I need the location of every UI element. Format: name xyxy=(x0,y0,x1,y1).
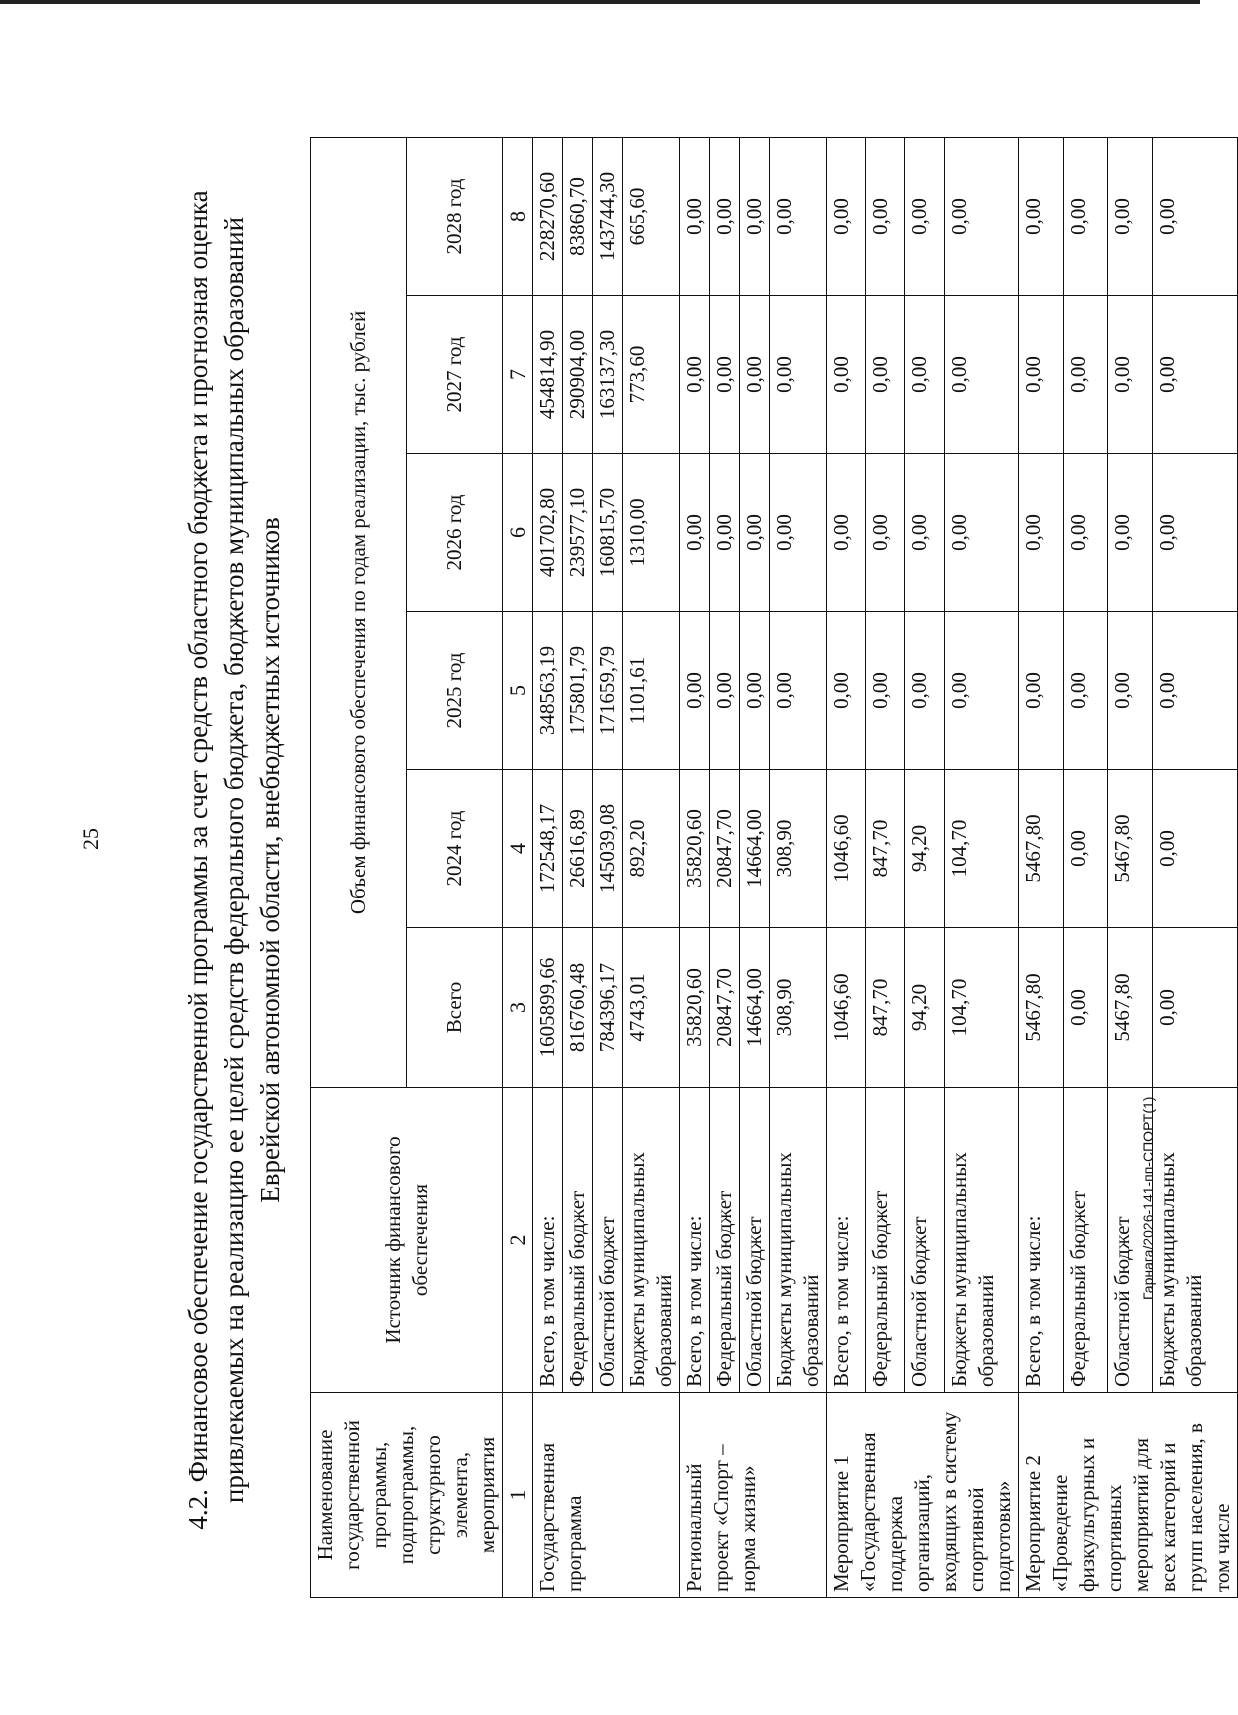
amount-cell: 0,00 xyxy=(866,137,905,295)
amount-cell: 14664,00 xyxy=(740,928,770,1088)
amount-cell: 0,00 xyxy=(1108,454,1153,612)
amount-cell: 83860,70 xyxy=(563,137,593,295)
funding-source-cell: Областной бюджет xyxy=(593,1088,623,1393)
amount-cell: 0,00 xyxy=(1063,928,1108,1088)
amount-cell: 5467,80 xyxy=(1108,770,1153,928)
amount-cell: 0,00 xyxy=(680,454,710,612)
section-title xyxy=(180,110,288,1610)
title-line-2: привлекаемых на реализацию ее целей средств федерального бюджета, бюджетов муниципальных образований xyxy=(219,216,249,1504)
amount-cell: 401702,80 xyxy=(533,454,563,612)
table-row xyxy=(944,137,1018,1597)
amount-cell: 0,00 xyxy=(1153,137,1238,295)
amount-cell: 665,60 xyxy=(623,137,680,295)
table-row xyxy=(1153,137,1238,1597)
table-row xyxy=(710,137,740,1597)
amount-cell: 94,20 xyxy=(905,928,944,1088)
amount-cell: 0,00 xyxy=(770,137,827,295)
amount-cell: 0,00 xyxy=(1108,612,1153,770)
amount-cell: 0,00 xyxy=(944,296,1018,454)
table-row xyxy=(740,137,770,1597)
amount-cell: 4743,01 xyxy=(623,928,680,1088)
amount-cell: 0,00 xyxy=(680,137,710,295)
amount-cell: 0,00 xyxy=(1063,137,1108,295)
index-cell: 1 xyxy=(503,1393,533,1598)
amount-cell: 0,00 xyxy=(827,296,866,454)
index-cell: 7 xyxy=(503,296,533,454)
table-body xyxy=(503,137,1238,1597)
amount-cell: 143744,30 xyxy=(593,137,623,295)
amount-cell: 239577,10 xyxy=(563,454,593,612)
amount-cell: 892,20 xyxy=(623,770,680,928)
amount-cell: 20847,70 xyxy=(710,770,740,928)
funding-source-cell: Федеральный бюджет xyxy=(866,1088,905,1393)
index-cell: 6 xyxy=(503,454,533,612)
amount-cell: 160815,70 xyxy=(593,454,623,612)
header-2024: 2024 год xyxy=(407,770,503,928)
funding-source-cell: Областной бюджет xyxy=(740,1088,770,1393)
amount-cell: 0,00 xyxy=(1153,928,1238,1088)
amount-cell: 0,00 xyxy=(866,612,905,770)
amount-cell: 0,00 xyxy=(680,296,710,454)
amount-cell: 847,70 xyxy=(866,770,905,928)
amount-cell: 163137,30 xyxy=(593,296,623,454)
amount-cell: 0,00 xyxy=(827,612,866,770)
amount-cell: 0,00 xyxy=(905,137,944,295)
amount-cell: 0,00 xyxy=(866,454,905,612)
financing-table xyxy=(310,137,1238,1598)
amount-cell: 308,90 xyxy=(770,770,827,928)
top-border-line xyxy=(0,0,1200,4)
amount-cell: 5467,80 xyxy=(1108,928,1153,1088)
table-row xyxy=(905,137,944,1597)
funding-source-cell: Всего, в том числе: xyxy=(827,1088,866,1393)
table-row xyxy=(680,137,710,1597)
amount-cell: 0,00 xyxy=(1108,296,1153,454)
funding-source-cell: Областной бюджет xyxy=(1108,1088,1153,1393)
amount-cell: 172548,17 xyxy=(533,770,563,928)
program-name-cell: Мероприятие 2 «Проведение физкультурных и спортивных мероприятий для всех категорий и групп населения, в том числе xyxy=(1019,1393,1238,1598)
amount-cell: 0,00 xyxy=(1108,137,1153,295)
index-cell: 5 xyxy=(503,612,533,770)
title-line-3: Еврейской автономной области, внебюджетных источников xyxy=(255,517,285,1203)
amount-cell: 0,00 xyxy=(905,612,944,770)
amount-cell: 0,00 xyxy=(1019,454,1064,612)
funding-source-cell: Бюджеты муниципальных образований xyxy=(944,1088,1018,1393)
table-row xyxy=(533,137,563,1597)
funding-source-cell: Бюджеты муниципальных образований xyxy=(770,1088,827,1393)
header-row-1 xyxy=(311,137,407,1597)
table-row xyxy=(1063,137,1108,1597)
amount-cell: 0,00 xyxy=(770,296,827,454)
funding-source-cell: Всего, в том числе: xyxy=(680,1088,710,1393)
amount-cell: 94,20 xyxy=(905,770,944,928)
amount-cell: 0,00 xyxy=(944,137,1018,295)
index-cell: 3 xyxy=(503,928,533,1088)
table-row xyxy=(770,137,827,1597)
table-row xyxy=(593,137,623,1597)
amount-cell: 0,00 xyxy=(944,612,1018,770)
program-name-cell: Мероприятие 1 «Государственная поддержка организаций, входящих в систему спортивной подготовки» xyxy=(827,1393,1019,1598)
funding-source-cell: Областной бюджет xyxy=(905,1088,944,1393)
amount-cell: 5467,80 xyxy=(1019,928,1064,1088)
amount-cell: 1046,60 xyxy=(827,928,866,1088)
amount-cell: 175801,79 xyxy=(563,612,593,770)
amount-cell: 35820,60 xyxy=(680,770,710,928)
amount-cell: 0,00 xyxy=(1153,770,1238,928)
amount-cell: 0,00 xyxy=(770,612,827,770)
amount-cell: 290904,00 xyxy=(563,296,593,454)
funding-source-cell: Федеральный бюджет xyxy=(1063,1088,1108,1393)
amount-cell: 0,00 xyxy=(905,454,944,612)
header-name: Наименование государственной программы, подпрограммы, структурного элемента, мероприятия xyxy=(311,1393,503,1598)
column-index-row xyxy=(503,137,533,1597)
amount-cell: 26616,89 xyxy=(563,770,593,928)
amount-cell: 0,00 xyxy=(1153,296,1238,454)
amount-cell: 0,00 xyxy=(710,137,740,295)
table-row xyxy=(827,137,866,1597)
amount-cell: 0,00 xyxy=(740,137,770,295)
footer-document-code: Гарнага/2026-141-пп-СПОРТ(1) xyxy=(1140,1096,1156,1300)
amount-cell: 348563,19 xyxy=(533,612,563,770)
funding-source-cell: Федеральный бюджет xyxy=(563,1088,593,1393)
amount-cell: 104,70 xyxy=(944,928,1018,1088)
funding-source-cell: Всего, в том числе: xyxy=(1019,1088,1064,1393)
amount-cell: 784396,17 xyxy=(593,928,623,1088)
index-cell: 4 xyxy=(503,770,533,928)
amount-cell: 1310,00 xyxy=(623,454,680,612)
amount-cell: 0,00 xyxy=(740,612,770,770)
amount-cell: 35820,60 xyxy=(680,928,710,1088)
header-2025: 2025 год xyxy=(407,612,503,770)
table-row xyxy=(623,137,680,1597)
header-2026: 2026 год xyxy=(407,454,503,612)
amount-cell: 0,00 xyxy=(866,296,905,454)
amount-cell: 0,00 xyxy=(710,296,740,454)
table-row xyxy=(1019,137,1064,1597)
program-name-cell: Государственная программа xyxy=(533,1393,680,1598)
program-name-cell: Региональный проект «Спорт – норма жизни» xyxy=(680,1393,827,1598)
amount-cell: 1101,61 xyxy=(623,612,680,770)
amount-cell: 0,00 xyxy=(680,612,710,770)
header-source: Источник финансового обеспечения xyxy=(311,1088,503,1393)
amount-cell: 816760,48 xyxy=(563,928,593,1088)
amount-cell: 0,00 xyxy=(827,137,866,295)
amount-cell: 0,00 xyxy=(770,454,827,612)
amount-cell: 0,00 xyxy=(740,454,770,612)
funding-source-cell: Всего, в том числе: xyxy=(533,1088,563,1393)
amount-cell: 0,00 xyxy=(1153,454,1238,612)
page-number: 25 xyxy=(78,828,103,850)
amount-cell: 0,00 xyxy=(905,296,944,454)
amount-cell: 171659,79 xyxy=(593,612,623,770)
amount-cell: 0,00 xyxy=(1063,770,1108,928)
header-2027: 2027 год xyxy=(407,296,503,454)
amount-cell: 5467,80 xyxy=(1019,770,1064,928)
amount-cell: 0,00 xyxy=(710,612,740,770)
amount-cell: 145039,08 xyxy=(593,770,623,928)
index-cell: 2 xyxy=(503,1088,533,1393)
table-row xyxy=(1108,137,1153,1597)
amount-cell: 773,60 xyxy=(623,296,680,454)
table-row xyxy=(866,137,905,1597)
amount-cell: 1046,60 xyxy=(827,770,866,928)
amount-cell: 308,90 xyxy=(770,928,827,1088)
amount-cell: 0,00 xyxy=(1063,612,1108,770)
amount-cell: 0,00 xyxy=(1019,612,1064,770)
header-2028: 2028 год xyxy=(407,137,503,295)
funding-source-cell: Бюджеты муниципальных образований xyxy=(1153,1088,1238,1393)
amount-cell: 1605899,66 xyxy=(533,928,563,1088)
funding-source-cell: Бюджеты муниципальных образований xyxy=(623,1088,680,1393)
amount-cell: 454814,90 xyxy=(533,296,563,454)
index-cell: 8 xyxy=(503,137,533,295)
amount-cell: 20847,70 xyxy=(710,928,740,1088)
amount-cell: 0,00 xyxy=(1019,137,1064,295)
amount-cell: 104,70 xyxy=(944,770,1018,928)
amount-cell: 0,00 xyxy=(1063,454,1108,612)
amount-cell: 0,00 xyxy=(827,454,866,612)
funding-source-cell: Федеральный бюджет xyxy=(710,1088,740,1393)
amount-cell: 0,00 xyxy=(1019,296,1064,454)
amount-cell: 14664,00 xyxy=(740,770,770,928)
amount-cell: 0,00 xyxy=(710,454,740,612)
title-line-1: 4.2. Финансовое обеспечение государственной программы за счет средств областного бюджета и прогнозная оценка xyxy=(183,190,213,1530)
amount-cell: 228270,60 xyxy=(533,137,563,295)
amount-cell: 0,00 xyxy=(944,454,1018,612)
amount-cell: 847,70 xyxy=(866,928,905,1088)
header-total: Всего xyxy=(407,928,503,1088)
table-row xyxy=(563,137,593,1597)
header-volume: Объем финансового обеспечения по годам реализации, тыс. рублей xyxy=(311,137,407,1087)
amount-cell: 0,00 xyxy=(1153,612,1238,770)
amount-cell: 0,00 xyxy=(1063,296,1108,454)
amount-cell: 0,00 xyxy=(740,296,770,454)
